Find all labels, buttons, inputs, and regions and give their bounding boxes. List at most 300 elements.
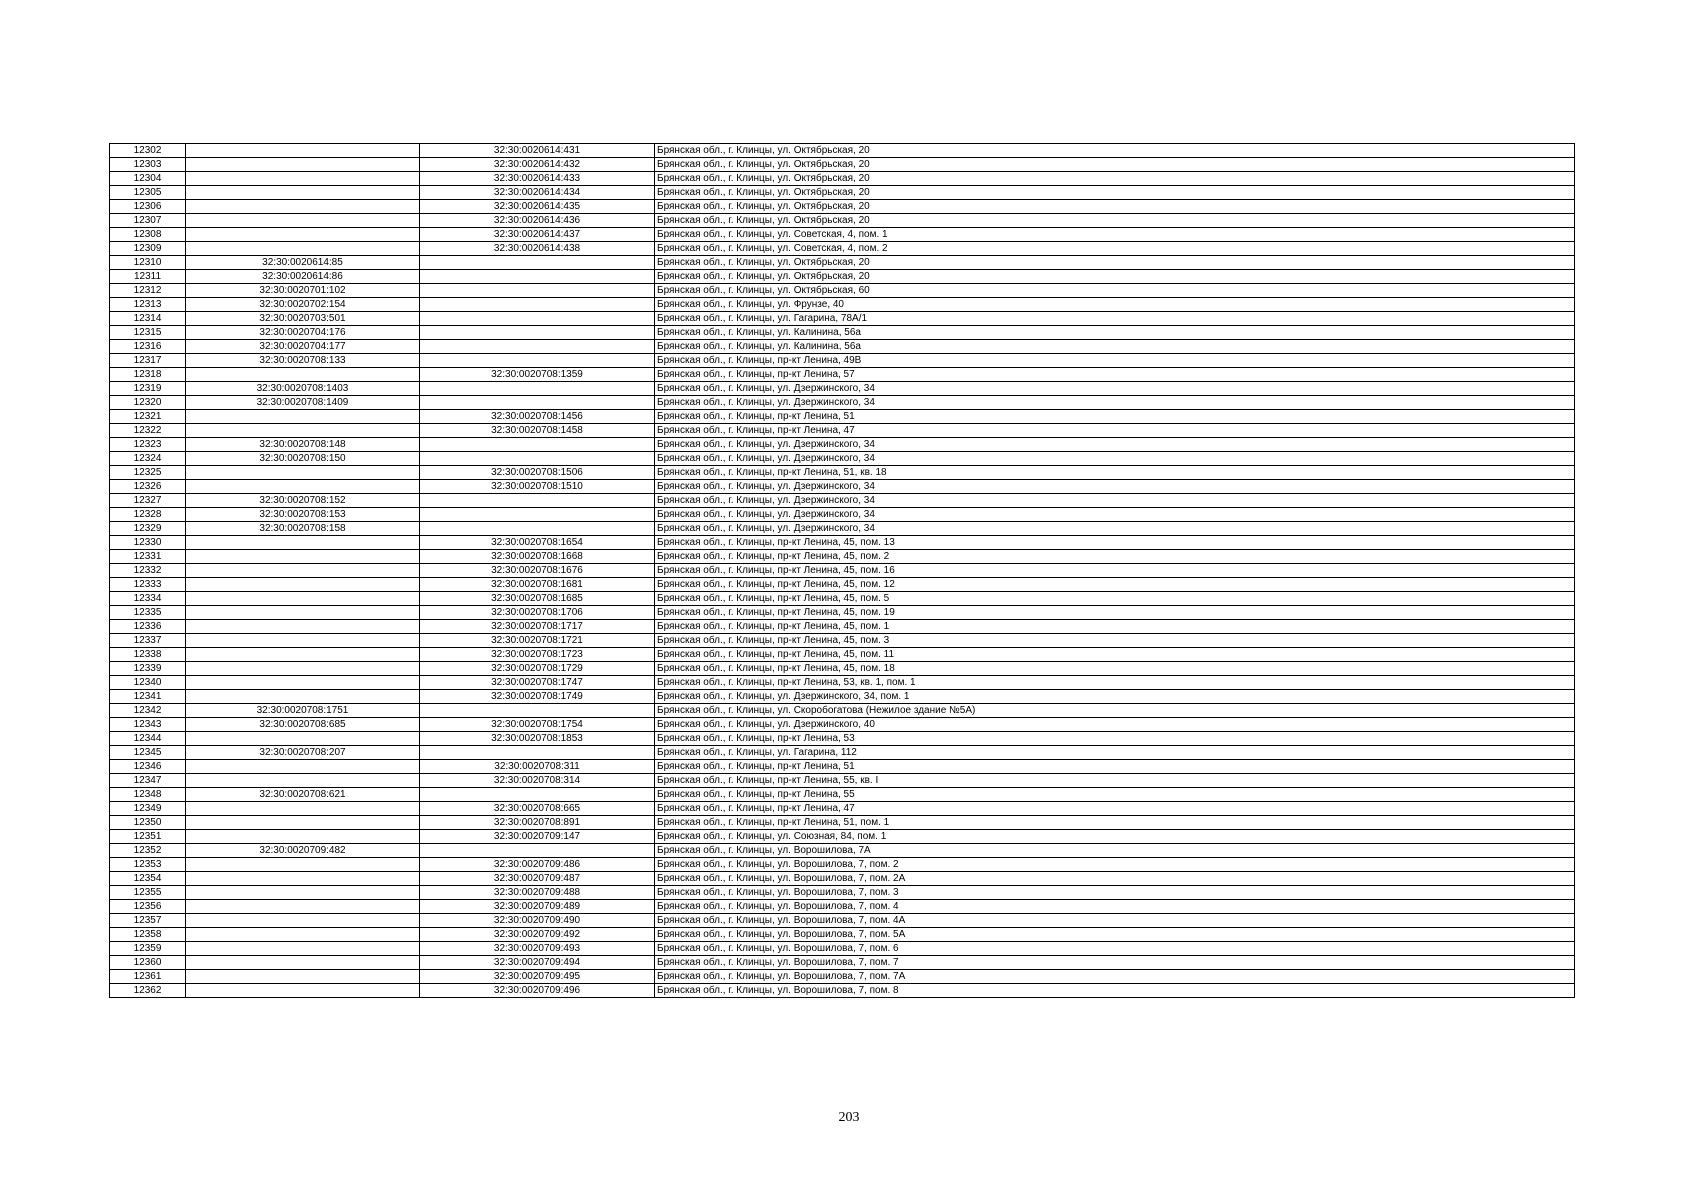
cadastral-number-b-cell: 32:30:0020709:487 (420, 872, 655, 886)
table-row (110, 256, 1575, 270)
cadastral-number-a-cell (186, 410, 420, 424)
cadastral-number-a-cell: 32:30:0020708:148 (186, 438, 420, 452)
address-cell: Брянская обл., г. Клинцы, ул. Октябрьская, 20 (655, 172, 1575, 186)
cadastral-number-a-cell: 32:30:0020708:621 (186, 788, 420, 802)
cadastral-number-b-cell (420, 340, 655, 354)
table-row (110, 662, 1575, 676)
cadastral-number-b-cell: 32:30:0020708:311 (420, 760, 655, 774)
cadastral-number-a-cell: 32:30:0020703:501 (186, 312, 420, 326)
cadastral-number-b-cell: 32:30:0020708:1706 (420, 606, 655, 620)
row-number-cell: 12325 (110, 466, 186, 480)
row-number-cell: 12357 (110, 914, 186, 928)
row-number-cell: 12342 (110, 704, 186, 718)
table-row (110, 816, 1575, 830)
cadastral-number-a-cell (186, 984, 420, 998)
cadastral-number-a-cell: 32:30:0020708:207 (186, 746, 420, 760)
address-cell: Брянская обл., г. Клинцы, ул. Ворошилова, 7А (655, 844, 1575, 858)
cadastral-number-b-cell: 32:30:0020614:438 (420, 242, 655, 256)
cadastral-number-a-cell (186, 592, 420, 606)
table-row (110, 270, 1575, 284)
table-row (110, 368, 1575, 382)
address-cell: Брянская обл., г. Клинцы, ул. Гагарина, 112 (655, 746, 1575, 760)
address-cell: Брянская обл., г. Клинцы, ул. Октябрьская, 20 (655, 158, 1575, 172)
cadastral-number-b-cell (420, 452, 655, 466)
address-cell: Брянская обл., г. Клинцы, ул. Гагарина, 78А/1 (655, 312, 1575, 326)
table-row (110, 186, 1575, 200)
cadastral-number-b-cell (420, 396, 655, 410)
table-row (110, 438, 1575, 452)
cadastral-number-b-cell (420, 354, 655, 368)
address-cell: Брянская обл., г. Клинцы, ул. Дзержинского, 34 (655, 494, 1575, 508)
cadastral-number-a-cell (186, 368, 420, 382)
row-number-cell: 12326 (110, 480, 186, 494)
address-cell: Брянская обл., г. Клинцы, ул. Дзержинского, 34 (655, 396, 1575, 410)
cadastral-number-b-cell: 32:30:0020708:665 (420, 802, 655, 816)
cadastral-number-b-cell: 32:30:0020708:1456 (420, 410, 655, 424)
cadastral-number-b-cell (420, 844, 655, 858)
table-row (110, 550, 1575, 564)
cadastral-number-a-cell (186, 550, 420, 564)
cadastral-number-b-cell: 32:30:0020614:433 (420, 172, 655, 186)
cadastral-number-a-cell (186, 760, 420, 774)
row-number-cell: 12339 (110, 662, 186, 676)
cadastral-number-b-cell: 32:30:0020614:432 (420, 158, 655, 172)
row-number-cell: 12336 (110, 620, 186, 634)
row-number-cell: 12348 (110, 788, 186, 802)
row-number-cell: 12338 (110, 648, 186, 662)
address-cell: Брянская обл., г. Клинцы, ул. Дзержинского, 34 (655, 382, 1575, 396)
row-number-cell: 12308 (110, 228, 186, 242)
cadastral-number-b-cell: 32:30:0020708:1749 (420, 690, 655, 704)
cadastral-number-b-cell: 32:30:0020708:1654 (420, 536, 655, 550)
address-cell: Брянская обл., г. Клинцы, ул. Ворошилова, 7, пом. 2А (655, 872, 1575, 886)
address-cell: Брянская обл., г. Клинцы, пр-кт Ленина, 45, пом. 16 (655, 564, 1575, 578)
cadastral-number-b-cell (420, 326, 655, 340)
table-row (110, 508, 1575, 522)
table-row (110, 480, 1575, 494)
address-cell: Брянская обл., г. Клинцы, ул. Фрунзе, 40 (655, 298, 1575, 312)
address-cell: Брянская обл., г. Клинцы, ул. Октябрьская, 20 (655, 144, 1575, 158)
cadastral-number-b-cell: 32:30:0020708:1853 (420, 732, 655, 746)
row-number-cell: 12328 (110, 508, 186, 522)
cadastral-number-a-cell: 32:30:0020701:102 (186, 284, 420, 298)
row-number-cell: 12344 (110, 732, 186, 746)
cadastral-number-b-cell: 32:30:0020708:1676 (420, 564, 655, 578)
table-row (110, 452, 1575, 466)
cadastral-number-b-cell: 32:30:0020708:1754 (420, 718, 655, 732)
table-row (110, 326, 1575, 340)
address-cell: Брянская обл., г. Клинцы, пр-кт Ленина, 51 (655, 410, 1575, 424)
address-cell: Брянская обл., г. Клинцы, ул. Октябрьская, 60 (655, 284, 1575, 298)
row-number-cell: 12309 (110, 242, 186, 256)
cadastral-number-a-cell: 32:30:0020708:158 (186, 522, 420, 536)
address-cell: Брянская обл., г. Клинцы, ул. Дзержинского, 40 (655, 718, 1575, 732)
table-row (110, 298, 1575, 312)
cadastral-number-a-cell (186, 578, 420, 592)
cadastral-number-a-cell (186, 536, 420, 550)
address-cell: Брянская обл., г. Клинцы, пр-кт Ленина, 45, пом. 19 (655, 606, 1575, 620)
page-number: 203 (838, 1110, 860, 1125)
row-number-cell: 12360 (110, 956, 186, 970)
row-number-cell: 12337 (110, 634, 186, 648)
address-cell: Брянская обл., г. Клинцы, ул. Октябрьская, 20 (655, 256, 1575, 270)
address-cell: Брянская обл., г. Клинцы, пр-кт Ленина, 55 (655, 788, 1575, 802)
cadastral-number-b-cell: 32:30:0020709:495 (420, 970, 655, 984)
cadastral-number-b-cell (420, 382, 655, 396)
address-cell: Брянская обл., г. Клинцы, пр-кт Ленина, 51 (655, 760, 1575, 774)
table-row (110, 648, 1575, 662)
cadastral-number-a-cell: 32:30:0020708:133 (186, 354, 420, 368)
cadastral-number-a-cell (186, 942, 420, 956)
cadastral-number-b-cell: 32:30:0020614:436 (420, 214, 655, 228)
row-number-cell: 12313 (110, 298, 186, 312)
row-number-cell: 12356 (110, 900, 186, 914)
cadastral-number-a-cell (186, 480, 420, 494)
table-row (110, 774, 1575, 788)
cadastral-number-b-cell (420, 522, 655, 536)
cadastral-number-b-cell: 32:30:0020708:1747 (420, 676, 655, 690)
address-cell: Брянская обл., г. Клинцы, ул. Дзержинского, 34 (655, 452, 1575, 466)
address-cell: Брянская обл., г. Клинцы, ул. Ворошилова, 7, пом. 8 (655, 984, 1575, 998)
cadastral-number-b-cell: 32:30:0020708:1668 (420, 550, 655, 564)
address-cell: Брянская обл., г. Клинцы, пр-кт Ленина, 53 (655, 732, 1575, 746)
cadastral-number-a-cell (186, 242, 420, 256)
registry-table-body (110, 144, 1575, 998)
table-row (110, 788, 1575, 802)
address-cell: Брянская обл., г. Клинцы, пр-кт Ленина, 45, пом. 3 (655, 634, 1575, 648)
cadastral-number-b-cell (420, 312, 655, 326)
row-number-cell: 12352 (110, 844, 186, 858)
row-number-cell: 12320 (110, 396, 186, 410)
row-number-cell: 12312 (110, 284, 186, 298)
table-row (110, 942, 1575, 956)
address-cell: Брянская обл., г. Клинцы, ул. Советская, 4, пом. 1 (655, 228, 1575, 242)
table-row (110, 536, 1575, 550)
row-number-cell: 12318 (110, 368, 186, 382)
cadastral-number-b-cell: 32:30:0020708:1510 (420, 480, 655, 494)
table-row (110, 830, 1575, 844)
cadastral-number-a-cell (186, 634, 420, 648)
cadastral-number-b-cell: 32:30:0020614:437 (420, 228, 655, 242)
cadastral-number-a-cell (186, 564, 420, 578)
cadastral-number-a-cell (186, 144, 420, 158)
cadastral-number-b-cell: 32:30:0020709:488 (420, 886, 655, 900)
table-row (110, 396, 1575, 410)
cadastral-number-a-cell: 32:30:0020708:1403 (186, 382, 420, 396)
table-row (110, 718, 1575, 732)
table-row (110, 522, 1575, 536)
cadastral-number-a-cell (186, 956, 420, 970)
address-cell: Брянская обл., г. Клинцы, ул. Ворошилова, 7, пом. 5А (655, 928, 1575, 942)
table-row (110, 858, 1575, 872)
row-number-cell: 12305 (110, 186, 186, 200)
table-row (110, 424, 1575, 438)
address-cell: Брянская обл., г. Клинцы, пр-кт Ленина, 55, кв. I (655, 774, 1575, 788)
table-row (110, 760, 1575, 774)
table-row (110, 200, 1575, 214)
address-cell: Брянская обл., г. Клинцы, ул. Ворошилова, 7, пом. 7 (655, 956, 1575, 970)
cadastral-number-a-cell (186, 872, 420, 886)
cadastral-number-b-cell: 32:30:0020708:1721 (420, 634, 655, 648)
address-cell: Брянская обл., г. Клинцы, ул. Союзная, 84, пом. 1 (655, 830, 1575, 844)
cadastral-number-a-cell (186, 858, 420, 872)
table-row (110, 242, 1575, 256)
cadastral-number-b-cell (420, 508, 655, 522)
row-number-cell: 12354 (110, 872, 186, 886)
table-row (110, 676, 1575, 690)
table-row (110, 620, 1575, 634)
cadastral-number-a-cell (186, 662, 420, 676)
table-row (110, 970, 1575, 984)
address-cell: Брянская обл., г. Клинцы, пр-кт Ленина, 45, пом. 1 (655, 620, 1575, 634)
address-cell: Брянская обл., г. Клинцы, ул. Дзержинского, 34 (655, 508, 1575, 522)
cadastral-number-b-cell (420, 298, 655, 312)
row-number-cell: 12317 (110, 354, 186, 368)
cadastral-number-a-cell: 32:30:0020708:150 (186, 452, 420, 466)
cadastral-number-a-cell (186, 214, 420, 228)
table-row (110, 410, 1575, 424)
table-row (110, 494, 1575, 508)
address-cell: Брянская обл., г. Клинцы, пр-кт Ленина, 45, пом. 2 (655, 550, 1575, 564)
cadastral-number-b-cell (420, 256, 655, 270)
table-row (110, 802, 1575, 816)
cadastral-number-a-cell (186, 690, 420, 704)
row-number-cell: 12306 (110, 200, 186, 214)
address-cell: Брянская обл., г. Клинцы, пр-кт Ленина, 57 (655, 368, 1575, 382)
cadastral-number-b-cell (420, 788, 655, 802)
cadastral-number-a-cell (186, 732, 420, 746)
address-cell: Брянская обл., г. Клинцы, пр-кт Ленина, 49В (655, 354, 1575, 368)
row-number-cell: 12334 (110, 592, 186, 606)
address-cell: Брянская обл., г. Клинцы, пр-кт Ленина, 47 (655, 802, 1575, 816)
cadastral-number-a-cell (186, 186, 420, 200)
cadastral-number-a-cell (186, 802, 420, 816)
cadastral-number-b-cell: 32:30:0020709:486 (420, 858, 655, 872)
row-number-cell: 12304 (110, 172, 186, 186)
cadastral-number-a-cell: 32:30:0020704:176 (186, 326, 420, 340)
address-cell: Брянская обл., г. Клинцы, ул. Ворошилова, 7, пом. 2 (655, 858, 1575, 872)
cadastral-number-b-cell: 32:30:0020708:1717 (420, 620, 655, 634)
table-row (110, 592, 1575, 606)
cadastral-number-a-cell (186, 200, 420, 214)
row-number-cell: 12346 (110, 760, 186, 774)
address-cell: Брянская обл., г. Клинцы, ул. Дзержинского, 34 (655, 438, 1575, 452)
address-cell: Брянская обл., г. Клинцы, ул. Дзержинского, 34 (655, 522, 1575, 536)
row-number-cell: 12322 (110, 424, 186, 438)
row-number-cell: 12315 (110, 326, 186, 340)
table-row (110, 158, 1575, 172)
address-cell: Брянская обл., г. Клинцы, пр-кт Ленина, 45, пом. 13 (655, 536, 1575, 550)
table-row (110, 172, 1575, 186)
address-cell: Брянская обл., г. Клинцы, ул. Дзержинского, 34 (655, 480, 1575, 494)
address-cell: Брянская обл., г. Клинцы, пр-кт Ленина, 51, кв. 18 (655, 466, 1575, 480)
cadastral-number-a-cell (186, 914, 420, 928)
cadastral-number-a-cell (186, 774, 420, 788)
address-cell: Брянская обл., г. Клинцы, пр-кт Ленина, 53, кв. 1, пом. 1 (655, 676, 1575, 690)
address-cell: Брянская обл., г. Клинцы, пр-кт Ленина, 45, пом. 18 (655, 662, 1575, 676)
cadastral-number-a-cell (186, 620, 420, 634)
cadastral-number-b-cell (420, 704, 655, 718)
cadastral-number-a-cell: 32:30:0020708:685 (186, 718, 420, 732)
cadastral-number-b-cell: 32:30:0020708:1729 (420, 662, 655, 676)
cadastral-number-b-cell: 32:30:0020709:490 (420, 914, 655, 928)
row-number-cell: 12362 (110, 984, 186, 998)
table-row (110, 956, 1575, 970)
cadastral-number-a-cell (186, 172, 420, 186)
cadastral-number-a-cell (186, 676, 420, 690)
table-row (110, 886, 1575, 900)
cadastral-number-a-cell (186, 830, 420, 844)
table-row (110, 466, 1575, 480)
row-number-cell: 12353 (110, 858, 186, 872)
cadastral-number-b-cell (420, 270, 655, 284)
cadastral-number-a-cell (186, 886, 420, 900)
address-cell: Брянская обл., г. Клинцы, ул. Дзержинского, 34, пом. 1 (655, 690, 1575, 704)
table-row (110, 732, 1575, 746)
address-cell: Брянская обл., г. Клинцы, ул. Ворошилова, 7, пом. 4А (655, 914, 1575, 928)
row-number-cell: 12310 (110, 256, 186, 270)
address-cell: Брянская обл., г. Клинцы, ул. Октябрьская, 20 (655, 214, 1575, 228)
address-cell: Брянская обл., г. Клинцы, пр-кт Ленина, 45, пом. 5 (655, 592, 1575, 606)
address-cell: Брянская обл., г. Клинцы, пр-кт Ленина, 47 (655, 424, 1575, 438)
cadastral-number-b-cell: 32:30:0020708:1458 (420, 424, 655, 438)
row-number-cell: 12341 (110, 690, 186, 704)
row-number-cell: 12327 (110, 494, 186, 508)
address-cell: Брянская обл., г. Клинцы, пр-кт Ленина, 51, пом. 1 (655, 816, 1575, 830)
cadastral-number-a-cell: 32:30:0020702:154 (186, 298, 420, 312)
cadastral-number-b-cell: 32:30:0020708:1681 (420, 578, 655, 592)
table-row (110, 900, 1575, 914)
cadastral-number-b-cell (420, 438, 655, 452)
cadastral-number-a-cell: 32:30:0020708:153 (186, 508, 420, 522)
cadastral-number-b-cell: 32:30:0020614:434 (420, 186, 655, 200)
cadastral-number-a-cell (186, 900, 420, 914)
row-number-cell: 12324 (110, 452, 186, 466)
row-number-cell: 12319 (110, 382, 186, 396)
table-row (110, 284, 1575, 298)
table-row (110, 228, 1575, 242)
cadastral-number-a-cell: 32:30:0020709:482 (186, 844, 420, 858)
row-number-cell: 12361 (110, 970, 186, 984)
table-row (110, 704, 1575, 718)
table-row (110, 928, 1575, 942)
row-number-cell: 12302 (110, 144, 186, 158)
cadastral-number-b-cell: 32:30:0020614:431 (420, 144, 655, 158)
address-cell: Брянская обл., г. Клинцы, ул. Калинина, 56а (655, 340, 1575, 354)
table-row (110, 354, 1575, 368)
cadastral-number-a-cell (186, 928, 420, 942)
cadastral-number-b-cell: 32:30:0020708:1359 (420, 368, 655, 382)
table-row (110, 914, 1575, 928)
row-number-cell: 12314 (110, 312, 186, 326)
address-cell: Брянская обл., г. Клинцы, ул. Октябрьская, 20 (655, 270, 1575, 284)
row-number-cell: 12351 (110, 830, 186, 844)
table-row (110, 564, 1575, 578)
row-number-cell: 12358 (110, 928, 186, 942)
cadastral-number-a-cell: 32:30:0020708:152 (186, 494, 420, 508)
cadastral-number-a-cell (186, 158, 420, 172)
cadastral-number-a-cell (186, 970, 420, 984)
address-cell: Брянская обл., г. Клинцы, ул. Октябрьская, 20 (655, 186, 1575, 200)
row-number-cell: 12332 (110, 564, 186, 578)
cadastral-number-b-cell: 32:30:0020709:147 (420, 830, 655, 844)
table-row (110, 984, 1575, 998)
cadastral-number-a-cell (186, 606, 420, 620)
table-row (110, 844, 1575, 858)
cadastral-number-b-cell: 32:30:0020708:314 (420, 774, 655, 788)
cadastral-number-b-cell: 32:30:0020708:1723 (420, 648, 655, 662)
table-row (110, 690, 1575, 704)
cadastral-number-b-cell: 32:30:0020614:435 (420, 200, 655, 214)
address-cell: Брянская обл., г. Клинцы, ул. Советская, 4, пом. 2 (655, 242, 1575, 256)
row-number-cell: 12311 (110, 270, 186, 284)
row-number-cell: 12333 (110, 578, 186, 592)
cadastral-number-b-cell: 32:30:0020708:1506 (420, 466, 655, 480)
address-cell: Брянская обл., г. Клинцы, ул. Ворошилова, 7, пом. 7А (655, 970, 1575, 984)
address-cell: Брянская обл., г. Клинцы, ул. Скоробогатова (Нежилое здание №5А) (655, 704, 1575, 718)
row-number-cell: 12359 (110, 942, 186, 956)
table-row (110, 312, 1575, 326)
row-number-cell: 12329 (110, 522, 186, 536)
cadastral-number-a-cell (186, 816, 420, 830)
registry-table (109, 143, 1575, 998)
table-row (110, 606, 1575, 620)
cadastral-number-b-cell: 32:30:0020709:489 (420, 900, 655, 914)
table-row (110, 578, 1575, 592)
cadastral-number-b-cell: 32:30:0020709:494 (420, 956, 655, 970)
address-cell: Брянская обл., г. Клинцы, пр-кт Ленина, 45, пом. 12 (655, 578, 1575, 592)
table-row (110, 340, 1575, 354)
address-cell: Брянская обл., г. Клинцы, ул. Ворошилова, 7, пом. 3 (655, 886, 1575, 900)
cadastral-number-a-cell (186, 466, 420, 480)
cadastral-number-b-cell: 32:30:0020709:496 (420, 984, 655, 998)
address-cell: Брянская обл., г. Клинцы, ул. Ворошилова, 7, пом. 4 (655, 900, 1575, 914)
address-cell: Брянская обл., г. Клинцы, пр-кт Ленина, 45, пом. 11 (655, 648, 1575, 662)
table-row (110, 382, 1575, 396)
cadastral-number-b-cell (420, 494, 655, 508)
address-cell: Брянская обл., г. Клинцы, ул. Калинина, 56а (655, 326, 1575, 340)
row-number-cell: 12335 (110, 606, 186, 620)
table-row (110, 144, 1575, 158)
cadastral-number-b-cell: 32:30:0020709:493 (420, 942, 655, 956)
table-row (110, 872, 1575, 886)
row-number-cell: 12349 (110, 802, 186, 816)
cadastral-number-a-cell: 32:30:0020708:1751 (186, 704, 420, 718)
cadastral-number-a-cell (186, 648, 420, 662)
row-number-cell: 12355 (110, 886, 186, 900)
row-number-cell: 12323 (110, 438, 186, 452)
address-cell: Брянская обл., г. Клинцы, ул. Ворошилова, 7, пом. 6 (655, 942, 1575, 956)
table-row (110, 634, 1575, 648)
cadastral-number-b-cell: 32:30:0020709:492 (420, 928, 655, 942)
cadastral-number-a-cell: 32:30:0020614:85 (186, 256, 420, 270)
row-number-cell: 12321 (110, 410, 186, 424)
row-number-cell: 12340 (110, 676, 186, 690)
cadastral-number-a-cell (186, 228, 420, 242)
row-number-cell: 12303 (110, 158, 186, 172)
address-cell: Брянская обл., г. Клинцы, ул. Октябрьская, 20 (655, 200, 1575, 214)
cadastral-number-a-cell (186, 424, 420, 438)
cadastral-number-b-cell: 32:30:0020708:1685 (420, 592, 655, 606)
row-number-cell: 12331 (110, 550, 186, 564)
cadastral-number-b-cell (420, 284, 655, 298)
cadastral-number-a-cell: 32:30:0020704:177 (186, 340, 420, 354)
row-number-cell: 12307 (110, 214, 186, 228)
table-row (110, 746, 1575, 760)
cadastral-number-b-cell: 32:30:0020708:891 (420, 816, 655, 830)
row-number-cell: 12345 (110, 746, 186, 760)
row-number-cell: 12343 (110, 718, 186, 732)
